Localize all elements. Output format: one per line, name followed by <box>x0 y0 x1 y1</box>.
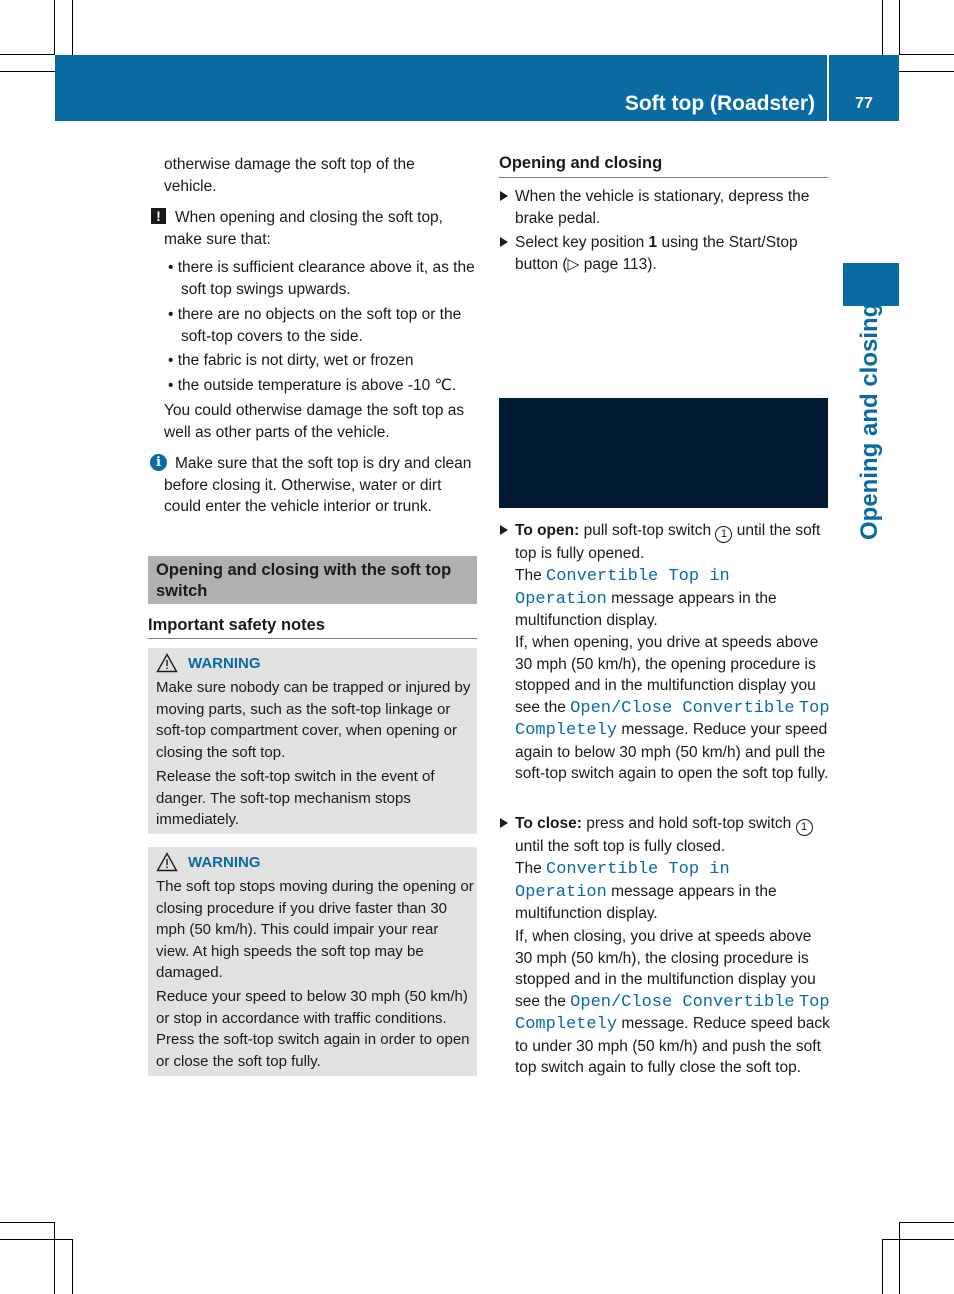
text-part: If, when closing, you drive at speeds above 30 mph (50 km/h), the closing procedure is stopped and in the multifunction display you see the <box>515 928 816 1010</box>
bullet-dot: • <box>168 259 178 276</box>
crop-mark <box>0 1239 72 1240</box>
close-step <box>515 813 831 858</box>
open-message-text <box>515 565 831 632</box>
bullet-dot: • <box>168 306 178 323</box>
step-text-part: using the Start/Stop button (▷ page 113). <box>515 234 798 273</box>
right-heading: Opening and closing <box>499 154 663 172</box>
bullet-dot: • <box>168 352 178 369</box>
section-title: Opening and closing with the soft top switch <box>156 561 452 600</box>
text-part: message. Reduce your speed again to below 30 mph (50 km/h) and pull the soft-top switch again to open the soft top fully. <box>515 721 829 782</box>
text-part: message appears in the multifunction display. <box>515 882 777 922</box>
open-label: To open: <box>515 522 580 539</box>
bullet-text: the fabric is not dirty, wet or frozen <box>177 352 414 369</box>
step-arrow-icon <box>500 191 508 201</box>
crop-mark <box>899 1222 954 1223</box>
display-message: Open/Close Convertible <box>570 992 795 1012</box>
bullet-item <box>168 304 478 347</box>
text-part: If, when opening, you drive at speeds above 30 mph (50 km/h), the opening procedure is stopped and in the multifunction display you see the <box>515 634 819 716</box>
warning-text: The soft top stops moving during the opening or closing procedure if you drive faster than 30 mph (50 km/h). This could impair your rear view. At high speeds the soft top may be damaged. <box>156 878 474 981</box>
section-title-bar <box>148 556 477 604</box>
info-icon: i <box>150 454 167 471</box>
step-arrow-icon <box>500 818 508 828</box>
page-header <box>55 55 899 121</box>
step-text: When the vehicle is stationary, depress the brake pedal. <box>515 188 810 227</box>
subheading: Important safety notes <box>148 616 325 634</box>
crop-mark <box>899 0 900 55</box>
warning-label: WARNING <box>188 655 261 672</box>
text-part: The <box>515 860 547 877</box>
bullet-item <box>168 350 478 372</box>
side-section-label: Opening and closing <box>856 302 883 540</box>
warning-text: Make sure nobody can be trapped or injured by moving parts, such as the soft-top linkage or soft-top compartment cover, when opening or closing the soft top. <box>156 679 471 761</box>
crop-mark <box>882 1239 883 1294</box>
close-text: until the soft top is fully closed. <box>515 838 726 855</box>
crop-mark <box>54 0 55 55</box>
subheading-rule <box>148 638 477 639</box>
warning-text: Reduce your speed to below 30 mph (50 km/h) or stop in accordance with traffic conditions. Press the soft-top switch again in order to open or close the soft top fully. <box>156 988 470 1070</box>
close-speed-text <box>515 926 831 1079</box>
crop-mark <box>899 71 954 72</box>
crop-mark <box>0 71 55 72</box>
caution-icon: ! <box>151 208 166 224</box>
step-arrow-icon <box>500 237 508 247</box>
display-message: Top Completely <box>515 698 830 740</box>
close-text: press and hold soft-top switch <box>586 815 792 832</box>
warning-triangle-icon <box>156 653 178 673</box>
key-position: 1 <box>648 234 658 251</box>
open-speed-text <box>515 632 831 785</box>
illustration-image <box>499 398 828 508</box>
open-text: until the soft top is fully opened. <box>515 522 821 562</box>
open-text: pull soft-top switch <box>583 522 712 539</box>
bullet-text: there is sufficient clearance above it, as the soft top swings upwards. <box>177 259 475 298</box>
display-message: Convertible Top in Operation <box>515 567 730 609</box>
crop-mark <box>882 0 883 55</box>
caution-after-text: You could otherwise damage the soft top as well as other parts of the vehicle. <box>164 402 465 441</box>
crop-mark <box>882 1239 954 1240</box>
display-message: Convertible Top in Operation <box>515 860 730 902</box>
info-text: Make sure that the soft top is dry and clean before closing it. Otherwise, water or dirt could enter the vehicle interior or trunk. <box>164 455 472 515</box>
display-message: Top Completely <box>515 992 830 1034</box>
text-part: message. Reduce speed back to under 30 mph (50 km/h) and push the soft top switch again to fully close the soft top. <box>515 1015 830 1076</box>
bullet-item <box>168 257 478 300</box>
warning-triangle-icon <box>156 852 178 872</box>
intro-text: otherwise damage the soft top of the vehicle. <box>164 156 415 195</box>
step-text <box>515 232 831 275</box>
illustration-top <box>499 284 828 398</box>
warning-box <box>148 847 477 1076</box>
crop-mark <box>899 1222 900 1294</box>
crop-mark <box>72 1239 73 1294</box>
crop-mark <box>54 1222 55 1294</box>
page-title: Soft top (Roadster) <box>624 92 815 115</box>
text-part: message appears in the multifunction display. <box>515 589 777 629</box>
right-heading-rule <box>499 177 828 178</box>
step-arrow-icon <box>500 525 508 535</box>
crop-mark <box>899 54 954 55</box>
bullet-text: there are no objects on the soft top or the soft-top covers to the side. <box>177 306 462 345</box>
step-text-part: Select key position <box>515 234 649 251</box>
open-step <box>515 520 831 565</box>
warning-label: WARNING <box>188 854 261 871</box>
bullet-dot: • <box>168 377 178 394</box>
marker-1-icon: 1 <box>715 526 732 543</box>
crop-mark <box>0 1222 55 1223</box>
side-tab <box>843 263 899 306</box>
marker-1-icon: 1 <box>796 819 813 836</box>
warning-text: Release the soft-top switch in the event of danger. The soft-top mechanism stops immediately. <box>156 768 435 828</box>
page-number: 77 <box>855 95 873 112</box>
bullet-item <box>168 375 478 397</box>
caution-text: When opening and closing the soft top, make sure that: <box>164 209 443 248</box>
close-label: To close: <box>515 815 582 832</box>
bullet-text: the outside temperature is above -10 ℃. <box>177 377 457 394</box>
close-message-text <box>515 858 831 925</box>
crop-mark <box>0 54 55 55</box>
text-part: The <box>515 567 547 584</box>
display-message: Open/Close Convertible <box>570 698 795 718</box>
warning-box <box>148 648 477 834</box>
crop-mark <box>72 0 73 55</box>
